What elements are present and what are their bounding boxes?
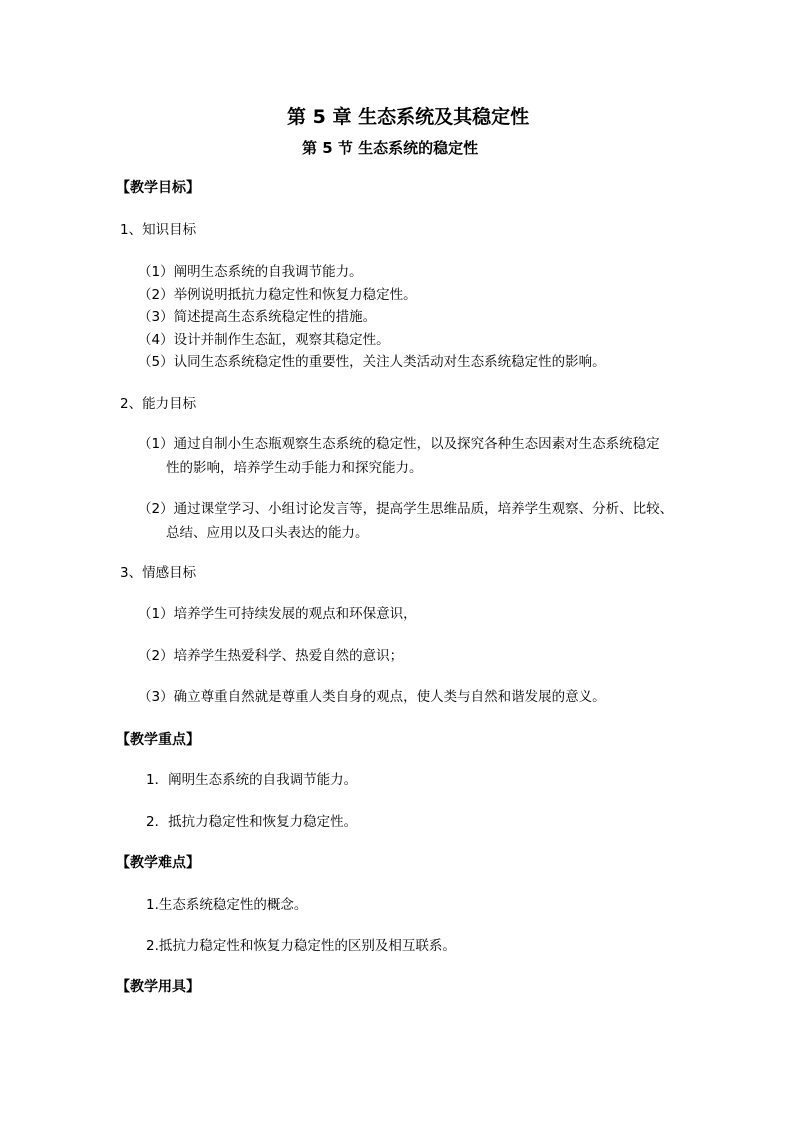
- chapter-title: 第 5 章 生态系统及其稳定性: [287, 106, 530, 128]
- key-point-item: 1．阐明生态系统的自我调节能力。: [146, 772, 358, 788]
- difficult-points-heading: 【教学难点】: [116, 855, 200, 871]
- teaching-tools-heading: 【教学用具】: [116, 979, 200, 995]
- emotion-item: （3）确立尊重自然就是尊重人类自身的观点，使人类与自然和谐发展的意义。: [138, 689, 606, 705]
- objectives-heading: 【教学目标】: [116, 180, 200, 196]
- emotion-item: （1）培养学生可持续发展的观点和环保意识，: [138, 606, 417, 622]
- key-points-heading: 【教学重点】: [116, 732, 200, 748]
- ability-objectives-title: 2、能力目标: [120, 396, 197, 412]
- difficult-point-item: 1.生态系统稳定性的概念。: [146, 897, 308, 913]
- knowledge-item: （5）认同生态系统稳定性的重要性，关注人类活动对生态系统稳定性的影响。: [138, 354, 606, 370]
- section-title: 第 5 节 生态系统的稳定性: [302, 139, 479, 157]
- ability-item-line: （2）通过课堂学习、小组讨论发言等，提高学生思维品质，培养学生观察、分析、比较、: [138, 501, 674, 517]
- knowledge-item: （4）设计并制作生态缸，观察其稳定性。: [138, 332, 390, 348]
- knowledge-item: （2）举例说明抵抗力稳定性和恢复力稳定性。: [138, 287, 417, 303]
- ability-item-line: 性的影响，培养学生动手能力和探究能力。: [166, 460, 423, 476]
- ability-item-line: 总结、应用以及口头表达的能力。: [166, 525, 369, 541]
- knowledge-objectives-title: 1、知识目标: [120, 222, 197, 238]
- knowledge-item: （3）简述提高生态系统稳定性的措施。: [138, 309, 377, 325]
- key-point-item: 2．抵抗力稳定性和恢复力稳定性。: [146, 814, 358, 830]
- emotion-item: （2）培养学生热爱科学、热爱自然的意识；: [138, 648, 404, 664]
- emotion-objectives-title: 3、情感目标: [120, 565, 197, 581]
- ability-item-line: （1）通过自制小生态瓶观察生态系统的稳定性，以及探究各种生态因素对生态系统稳定: [138, 436, 660, 452]
- knowledge-item: （1）阐明生态系统的自我调节能力。: [138, 264, 363, 280]
- difficult-point-item: 2.抵抗力稳定性和恢复力稳定性的区别及相互联系。: [146, 938, 456, 954]
